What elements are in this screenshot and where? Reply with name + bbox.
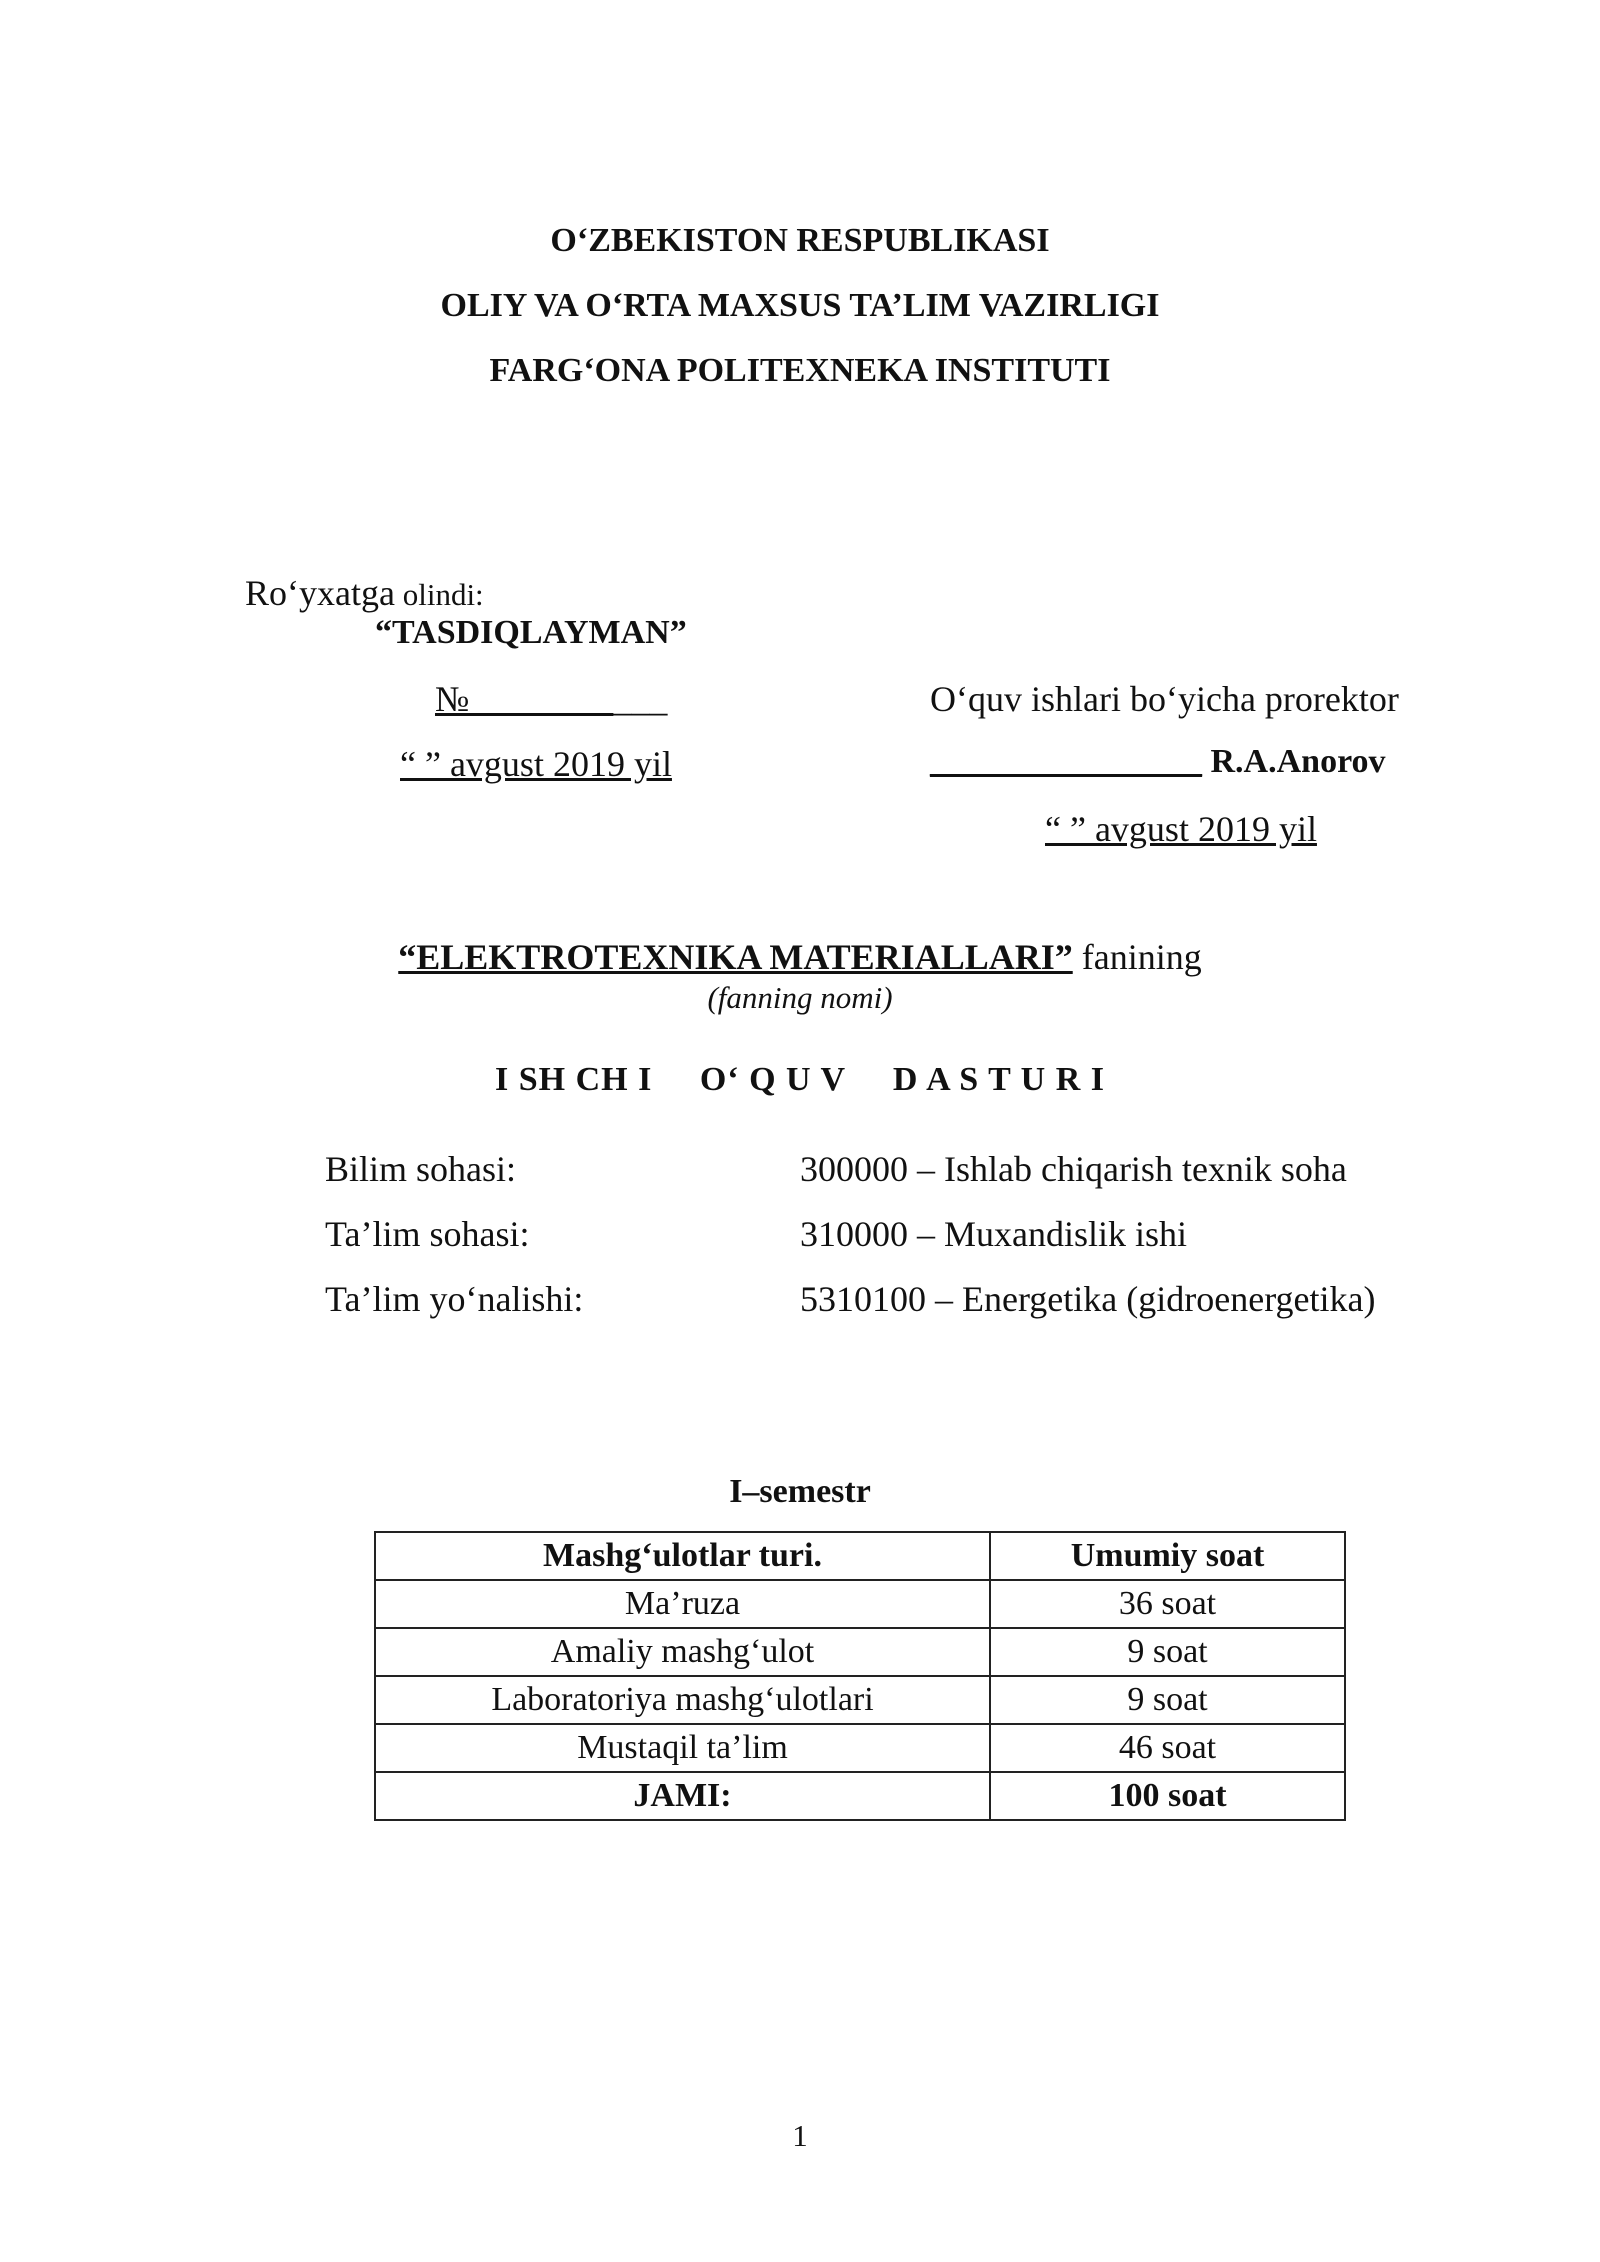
registration-date: “ ” avgust 2019 yil <box>400 744 672 784</box>
info-label-knowledge-area: Bilim sohasi: <box>325 1149 517 1189</box>
table-row <box>375 1628 1345 1676</box>
table-cell-hours: 9 soat <box>990 1628 1345 1676</box>
institute-header-line: FARG‘ONA POLITEXNEKA INSTITUTI <box>489 352 1111 389</box>
table-cell-activity: Ma’ruza <box>375 1580 990 1628</box>
signature-line <box>930 743 1386 781</box>
document-title: I SH CH I O‘ Q U V D A S T U R I <box>495 1061 1105 1098</box>
table-cell-hours: 36 soat <box>990 1580 1345 1628</box>
info-label-education-area: Ta’lim sohasi: <box>325 1214 530 1254</box>
registration-number-line <box>435 678 667 720</box>
registered-label-small: olindi: <box>394 577 484 612</box>
table-row <box>375 1580 1345 1628</box>
table-cell-hours: 9 soat <box>990 1676 1345 1724</box>
subject-title <box>0 936 1600 978</box>
registration-number-blank: №________ <box>435 679 614 719</box>
prorektor-title: O‘quv ishlari bo‘yicha prorektor <box>930 679 1399 719</box>
info-value-knowledge-area: 300000 – Ishlab chiqarish texnik soha <box>800 1149 1347 1189</box>
info-value-education-area: 310000 – Muxandislik ishi <box>800 1214 1188 1254</box>
table-total-hours: 100 soat <box>990 1772 1345 1820</box>
info-label-education-direction: Ta’lim yo‘nalishi: <box>325 1279 584 1319</box>
registered-label <box>245 572 484 614</box>
subject-note: (fanning nomi) <box>707 980 893 1015</box>
signature-blank: ________________ <box>930 743 1202 780</box>
info-value-education-direction: 5310100 – Energetika (gidroenergetika) <box>800 1279 1376 1319</box>
ministry-header-line-1: O‘ZBEKISTON RESPUBLIKASI <box>550 222 1050 259</box>
page-number: 1 <box>792 2118 808 2153</box>
table-cell-hours: 46 soat <box>990 1724 1345 1772</box>
table-header-hours: Umumiy soat <box>990 1532 1345 1580</box>
table-header-row <box>375 1532 1345 1580</box>
semester-title: I–semestr <box>729 1473 871 1510</box>
table-total-row <box>375 1772 1345 1820</box>
table-cell-activity: Amaliy mashg‘ulot <box>375 1628 990 1676</box>
semester-hours-table <box>374 1531 1346 1821</box>
table-cell-activity: Mustaqil ta’lim <box>375 1724 990 1772</box>
table-row <box>375 1724 1345 1772</box>
table-header-activity: Mashg‘ulotlar turi. <box>375 1532 990 1580</box>
registered-label-main: Ro‘yxatga <box>245 573 395 613</box>
subject-name: “ELEKTROTEXNIKA MATERIALLARI” <box>398 937 1073 977</box>
table-total-label: JAMI: <box>375 1772 990 1820</box>
signature-name: R.A.Anorov <box>1202 743 1386 780</box>
approve-title: “TASDIQLAYMAN” <box>375 614 687 651</box>
registration-number-tail: ___ <box>613 679 668 719</box>
approval-date: “ ” avgust 2019 yil <box>1045 809 1317 849</box>
table-row <box>375 1676 1345 1724</box>
subject-suffix: fanining <box>1072 937 1202 977</box>
table-cell-activity: Laboratoriya mashg‘ulotlari <box>375 1676 990 1724</box>
ministry-header-line-2: OLIY VA O‘RTA MAXSUS TA’LIM VAZIRLIGI <box>440 287 1160 324</box>
